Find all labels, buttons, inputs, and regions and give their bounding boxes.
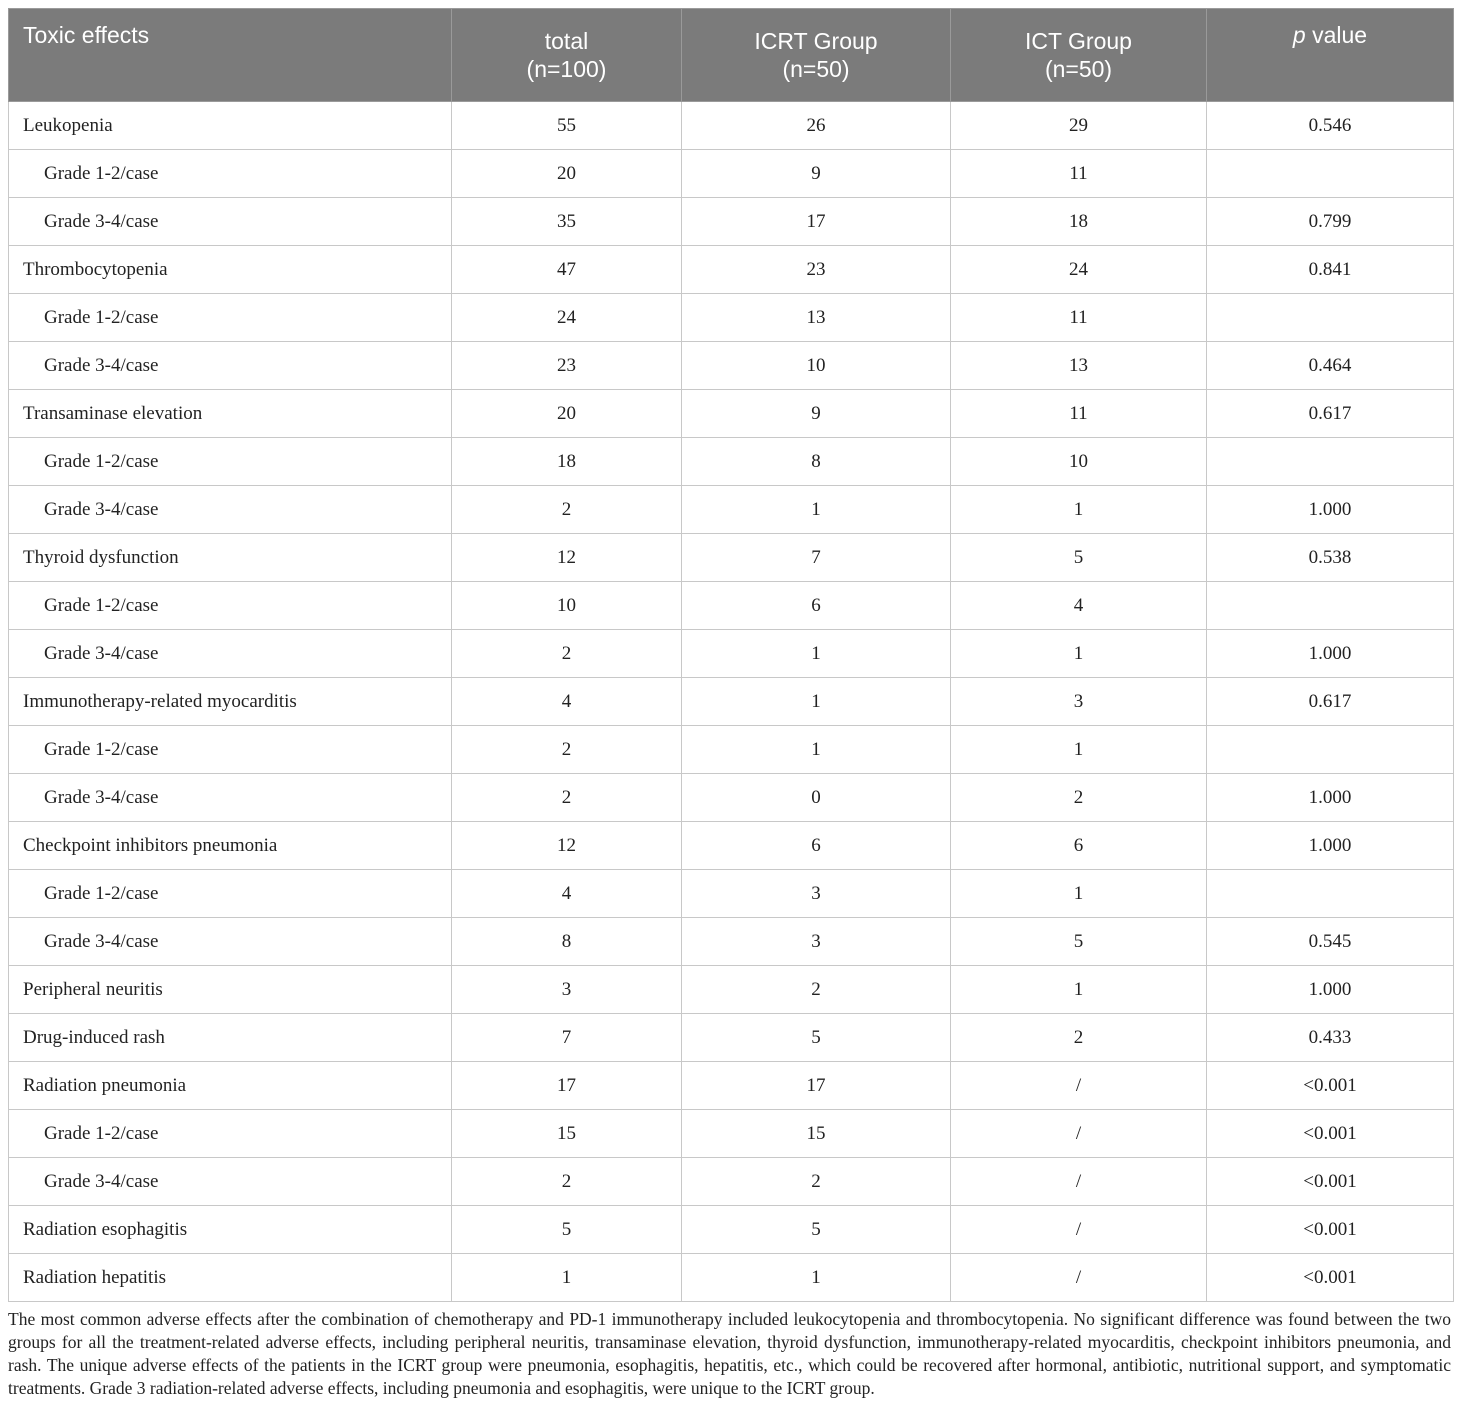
table-subrow bbox=[9, 630, 1454, 678]
cell-ict-group: 13 bbox=[951, 342, 1207, 390]
cell-icrt-group: 10 bbox=[682, 342, 951, 390]
cell-total: 17 bbox=[452, 1062, 682, 1110]
cell-toxic-effect: Radiation pneumonia bbox=[9, 1062, 452, 1110]
cell-total: 47 bbox=[452, 246, 682, 294]
cell-ict-group: 11 bbox=[951, 150, 1207, 198]
cell-icrt-group: 8 bbox=[682, 438, 951, 486]
table-subrow bbox=[9, 342, 1454, 390]
cell-total: 12 bbox=[452, 822, 682, 870]
cell-p-value bbox=[1207, 582, 1454, 630]
cell-toxic-effect: Checkpoint inhibitors pneumonia bbox=[9, 822, 452, 870]
cell-toxic-effect: Drug-induced rash bbox=[9, 1014, 452, 1062]
cell-icrt-group: 1 bbox=[682, 1254, 951, 1302]
cell-total: 24 bbox=[452, 294, 682, 342]
cell-total: 4 bbox=[452, 870, 682, 918]
table-header bbox=[9, 9, 1454, 102]
header-p-value bbox=[1207, 9, 1454, 102]
table-subrow bbox=[9, 150, 1454, 198]
cell-ict-group: / bbox=[951, 1254, 1207, 1302]
cell-ict-group: / bbox=[951, 1206, 1207, 1254]
cell-ict-group: 2 bbox=[951, 774, 1207, 822]
cell-total: 8 bbox=[452, 918, 682, 966]
cell-p-value: <0.001 bbox=[1207, 1206, 1454, 1254]
cell-total: 35 bbox=[452, 198, 682, 246]
cell-p-value: 0.545 bbox=[1207, 918, 1454, 966]
header-total bbox=[452, 9, 682, 102]
cell-toxic-effect: Grade 1-2/case bbox=[9, 870, 452, 918]
table-subrow bbox=[9, 870, 1454, 918]
cell-ict-group: 11 bbox=[951, 390, 1207, 438]
cell-toxic-effect: Grade 3-4/case bbox=[9, 774, 452, 822]
cell-total: 15 bbox=[452, 1110, 682, 1158]
cell-p-value: 0.841 bbox=[1207, 246, 1454, 294]
cell-total: 23 bbox=[452, 342, 682, 390]
table-row bbox=[9, 534, 1454, 582]
cell-toxic-effect: Grade 1-2/case bbox=[9, 726, 452, 774]
cell-p-value: 1.000 bbox=[1207, 486, 1454, 534]
cell-p-value bbox=[1207, 294, 1454, 342]
cell-icrt-group: 15 bbox=[682, 1110, 951, 1158]
cell-toxic-effect: Transaminase elevation bbox=[9, 390, 452, 438]
cell-icrt-group: 17 bbox=[682, 198, 951, 246]
cell-p-value: <0.001 bbox=[1207, 1254, 1454, 1302]
table-subrow bbox=[9, 294, 1454, 342]
cell-total: 2 bbox=[452, 630, 682, 678]
cell-p-value: <0.001 bbox=[1207, 1062, 1454, 1110]
table-row bbox=[9, 1206, 1454, 1254]
cell-total: 7 bbox=[452, 1014, 682, 1062]
cell-ict-group: 29 bbox=[951, 102, 1207, 150]
cell-ict-group: 3 bbox=[951, 678, 1207, 726]
header-toxic-effects: Toxic effects bbox=[9, 9, 452, 102]
table-row bbox=[9, 246, 1454, 294]
table-subrow bbox=[9, 486, 1454, 534]
cell-icrt-group: 5 bbox=[682, 1014, 951, 1062]
toxic-effects-table bbox=[8, 8, 1454, 1302]
cell-p-value: 1.000 bbox=[1207, 966, 1454, 1014]
header-ict-label: ICT Group bbox=[1025, 28, 1132, 54]
cell-icrt-group: 1 bbox=[682, 486, 951, 534]
cell-ict-group: 10 bbox=[951, 438, 1207, 486]
table-subrow bbox=[9, 726, 1454, 774]
cell-toxic-effect: Grade 3-4/case bbox=[9, 342, 452, 390]
table-body bbox=[9, 102, 1454, 1302]
header-row bbox=[9, 9, 1454, 102]
cell-toxic-effect: Grade 1-2/case bbox=[9, 1110, 452, 1158]
cell-ict-group: 11 bbox=[951, 294, 1207, 342]
cell-ict-group: 18 bbox=[951, 198, 1207, 246]
cell-ict-group: 2 bbox=[951, 1014, 1207, 1062]
cell-total: 2 bbox=[452, 726, 682, 774]
cell-total: 2 bbox=[452, 486, 682, 534]
cell-ict-group: / bbox=[951, 1110, 1207, 1158]
cell-total: 2 bbox=[452, 1158, 682, 1206]
table-subrow bbox=[9, 582, 1454, 630]
header-ict-n: (n=50) bbox=[1044, 56, 1113, 82]
cell-icrt-group: 7 bbox=[682, 534, 951, 582]
cell-toxic-effect: Radiation esophagitis bbox=[9, 1206, 452, 1254]
cell-total: 20 bbox=[452, 390, 682, 438]
cell-ict-group: 1 bbox=[951, 726, 1207, 774]
table-row bbox=[9, 1062, 1454, 1110]
cell-p-value: 1.000 bbox=[1207, 822, 1454, 870]
cell-total: 10 bbox=[452, 582, 682, 630]
cell-p-value: 0.433 bbox=[1207, 1014, 1454, 1062]
cell-toxic-effect: Radiation hepatitis bbox=[9, 1254, 452, 1302]
cell-total: 3 bbox=[452, 966, 682, 1014]
cell-toxic-effect: Thrombocytopenia bbox=[9, 246, 452, 294]
cell-ict-group: / bbox=[951, 1062, 1207, 1110]
table-row bbox=[9, 1254, 1454, 1302]
cell-total: 55 bbox=[452, 102, 682, 150]
cell-toxic-effect: Immunotherapy-related myocarditis bbox=[9, 678, 452, 726]
cell-icrt-group: 26 bbox=[682, 102, 951, 150]
table-row bbox=[9, 822, 1454, 870]
cell-total: 20 bbox=[452, 150, 682, 198]
cell-icrt-group: 2 bbox=[682, 1158, 951, 1206]
cell-icrt-group: 23 bbox=[682, 246, 951, 294]
cell-icrt-group: 13 bbox=[682, 294, 951, 342]
cell-p-value bbox=[1207, 150, 1454, 198]
table-subrow bbox=[9, 438, 1454, 486]
cell-icrt-group: 6 bbox=[682, 582, 951, 630]
cell-toxic-effect: Grade 3-4/case bbox=[9, 198, 452, 246]
cell-ict-group: 1 bbox=[951, 486, 1207, 534]
cell-toxic-effect: Leukopenia bbox=[9, 102, 452, 150]
table-row bbox=[9, 966, 1454, 1014]
cell-icrt-group: 3 bbox=[682, 918, 951, 966]
cell-ict-group: 4 bbox=[951, 582, 1207, 630]
table-footnote: The most common adverse effects after the combination of chemotherapy and PD-1 immunotherapy included leukocytopenia and thrombocytopenia. No significant difference was found between the two groups for all the treatment-related adverse effects, including peripheral neuritis, transaminase elevation, thyroid dysfunction, immunotherapy-related myocarditis, checkpoint inhibitors pneumonia, and rash. The unique adverse effects of the patients in the ICRT group were pneumonia, esophagitis, hepatitis, etc., which could be recovered after hormonal, antibiotic, nutritional support, and symptomatic treatments. Grade 3 radiation-related adverse effects, including pneumonia and esophagitis, were unique to the ICRT group. bbox=[8, 1309, 1451, 1398]
cell-toxic-effect: Grade 1-2/case bbox=[9, 438, 452, 486]
cell-ict-group: 6 bbox=[951, 822, 1207, 870]
cell-p-value: 1.000 bbox=[1207, 774, 1454, 822]
cell-p-value: 0.464 bbox=[1207, 342, 1454, 390]
cell-icrt-group: 1 bbox=[682, 726, 951, 774]
header-total-label: total bbox=[544, 28, 589, 54]
cell-icrt-group: 1 bbox=[682, 678, 951, 726]
cell-icrt-group: 3 bbox=[682, 870, 951, 918]
cell-toxic-effect: Peripheral neuritis bbox=[9, 966, 452, 1014]
cell-toxic-effect: Grade 1-2/case bbox=[9, 582, 452, 630]
table-row bbox=[9, 102, 1454, 150]
cell-toxic-effect: Grade 1-2/case bbox=[9, 150, 452, 198]
cell-toxic-effect: Grade 3-4/case bbox=[9, 918, 452, 966]
cell-p-value: 0.538 bbox=[1207, 534, 1454, 582]
cell-icrt-group: 1 bbox=[682, 630, 951, 678]
cell-p-value: 0.617 bbox=[1207, 390, 1454, 438]
cell-p-value: 0.546 bbox=[1207, 102, 1454, 150]
table-subrow bbox=[9, 198, 1454, 246]
cell-icrt-group: 6 bbox=[682, 822, 951, 870]
document bbox=[8, 8, 1453, 1400]
cell-total: 5 bbox=[452, 1206, 682, 1254]
table-subrow bbox=[9, 1110, 1454, 1158]
cell-p-value: 0.617 bbox=[1207, 678, 1454, 726]
table-row bbox=[9, 390, 1454, 438]
table-subrow bbox=[9, 1158, 1454, 1206]
cell-ict-group: 1 bbox=[951, 966, 1207, 1014]
cell-icrt-group: 17 bbox=[682, 1062, 951, 1110]
cell-p-value: <0.001 bbox=[1207, 1110, 1454, 1158]
cell-toxic-effect: Grade 3-4/case bbox=[9, 1158, 452, 1206]
cell-p-value: 1.000 bbox=[1207, 630, 1454, 678]
cell-ict-group: 1 bbox=[951, 870, 1207, 918]
cell-total: 4 bbox=[452, 678, 682, 726]
cell-total: 1 bbox=[452, 1254, 682, 1302]
table-row bbox=[9, 678, 1454, 726]
cell-total: 2 bbox=[452, 774, 682, 822]
table-subrow bbox=[9, 918, 1454, 966]
cell-ict-group: 24 bbox=[951, 246, 1207, 294]
cell-icrt-group: 0 bbox=[682, 774, 951, 822]
cell-toxic-effect: Grade 3-4/case bbox=[9, 486, 452, 534]
cell-icrt-group: 5 bbox=[682, 1206, 951, 1254]
cell-p-value bbox=[1207, 438, 1454, 486]
cell-toxic-effect: Grade 1-2/case bbox=[9, 294, 452, 342]
cell-p-value: <0.001 bbox=[1207, 1158, 1454, 1206]
header-total-n: (n=100) bbox=[526, 56, 607, 82]
cell-toxic-effect: Grade 3-4/case bbox=[9, 630, 452, 678]
table-row bbox=[9, 1014, 1454, 1062]
cell-ict-group: 1 bbox=[951, 630, 1207, 678]
header-ict-group bbox=[951, 9, 1207, 102]
header-icrt-n: (n=50) bbox=[782, 56, 850, 82]
cell-icrt-group: 9 bbox=[682, 150, 951, 198]
cell-ict-group: 5 bbox=[951, 534, 1207, 582]
cell-total: 18 bbox=[452, 438, 682, 486]
cell-p-value: 0.799 bbox=[1207, 198, 1454, 246]
header-icrt-group bbox=[682, 9, 951, 102]
cell-p-value bbox=[1207, 870, 1454, 918]
cell-p-value bbox=[1207, 726, 1454, 774]
cell-icrt-group: 2 bbox=[682, 966, 951, 1014]
cell-ict-group: / bbox=[951, 1158, 1207, 1206]
header-p-rest: value bbox=[1305, 22, 1368, 48]
header-p-italic: p bbox=[1292, 22, 1306, 48]
header-icrt-label: ICRT Group bbox=[754, 28, 878, 54]
cell-toxic-effect: Thyroid dysfunction bbox=[9, 534, 452, 582]
cell-ict-group: 5 bbox=[951, 918, 1207, 966]
cell-icrt-group: 9 bbox=[682, 390, 951, 438]
cell-total: 12 bbox=[452, 534, 682, 582]
table-subrow bbox=[9, 774, 1454, 822]
